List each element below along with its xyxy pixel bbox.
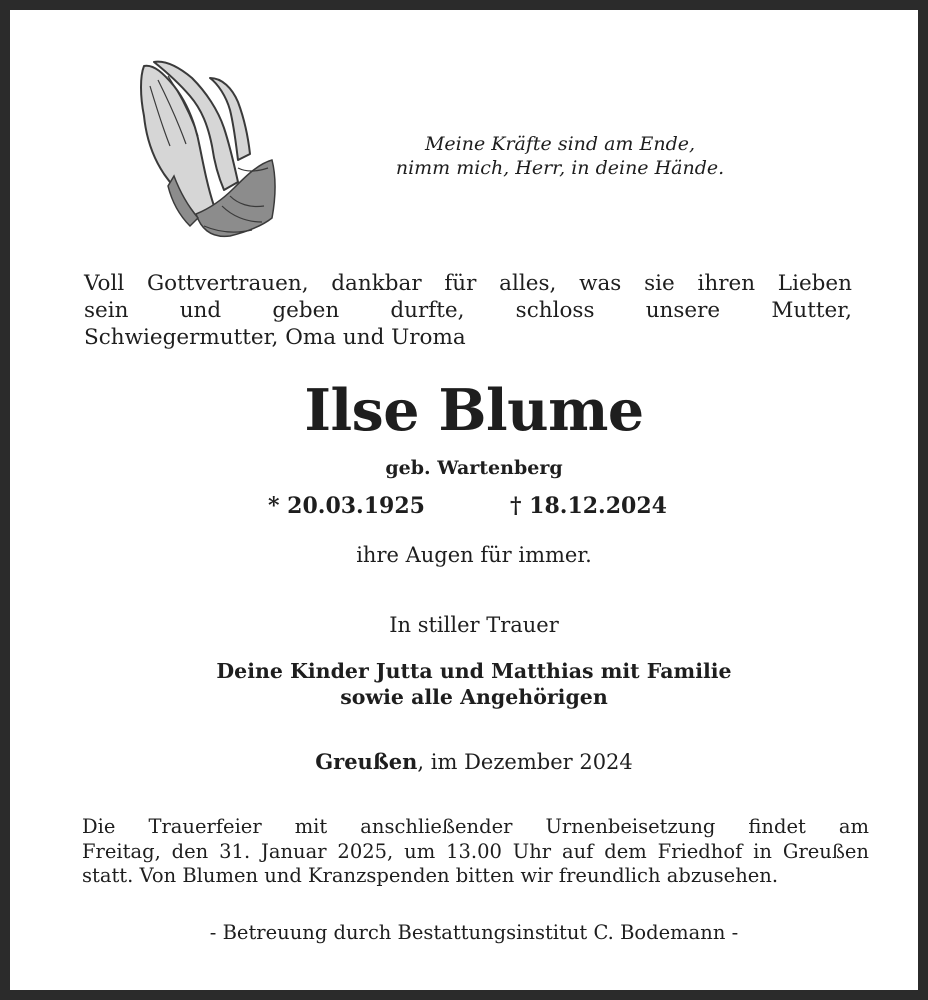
- mourning-intro: In stiller Trauer: [389, 613, 559, 637]
- mourners-line-2: sowie alle Angehörigen: [340, 685, 608, 709]
- praying-hands-icon: [134, 56, 280, 242]
- mourners: [10, 658, 928, 710]
- intro-text: [84, 270, 852, 351]
- birth-date: * 20.03.1925: [268, 493, 425, 519]
- notice-line-3: statt. Von Blumen und Kranzspenden bitten wir freundlich abzusehen.: [82, 864, 779, 887]
- verse-line-1: Meine Kräfte sind am Ende,: [424, 133, 696, 155]
- deceased-name: Ilse Blume: [304, 377, 644, 444]
- date: , im Dezember 2024: [417, 750, 633, 774]
- death-date: † 18.12.2024: [510, 493, 667, 519]
- notice-line-1: Die Trauerfeier mit anschließender Urnenbeisetzung findet am: [82, 815, 869, 838]
- mourners-line-1: Deine Kinder Jutta und Matthias mit Familie: [216, 659, 732, 683]
- undertaker-credit: - Betreuung durch Bestattungsinstitut C. Bodemann -: [209, 921, 739, 944]
- funeral-notice: [82, 815, 869, 889]
- closing-line: ihre Augen für immer.: [356, 543, 592, 567]
- place-and-date: [10, 746, 928, 778]
- intro-line-1: Voll Gottvertrauen, dankbar für alles, was sie ihren Lieben: [84, 271, 852, 296]
- intro-line-3: Schwiegermutter, Oma und Uroma: [84, 325, 466, 350]
- birth-name: geb. Wartenberg: [385, 457, 563, 479]
- verse-line-2: nimm mich, Herr, in deine Hände.: [395, 157, 725, 179]
- place: Greußen: [315, 749, 418, 774]
- intro-line-2: sein und geben durfte, schloss unsere Mutter,: [84, 298, 852, 323]
- notice-line-2: Freitag, den 31. Januar 2025, um 13.00 Uhr auf dem Friedhof in Greußen: [82, 839, 869, 863]
- verse: [310, 132, 810, 180]
